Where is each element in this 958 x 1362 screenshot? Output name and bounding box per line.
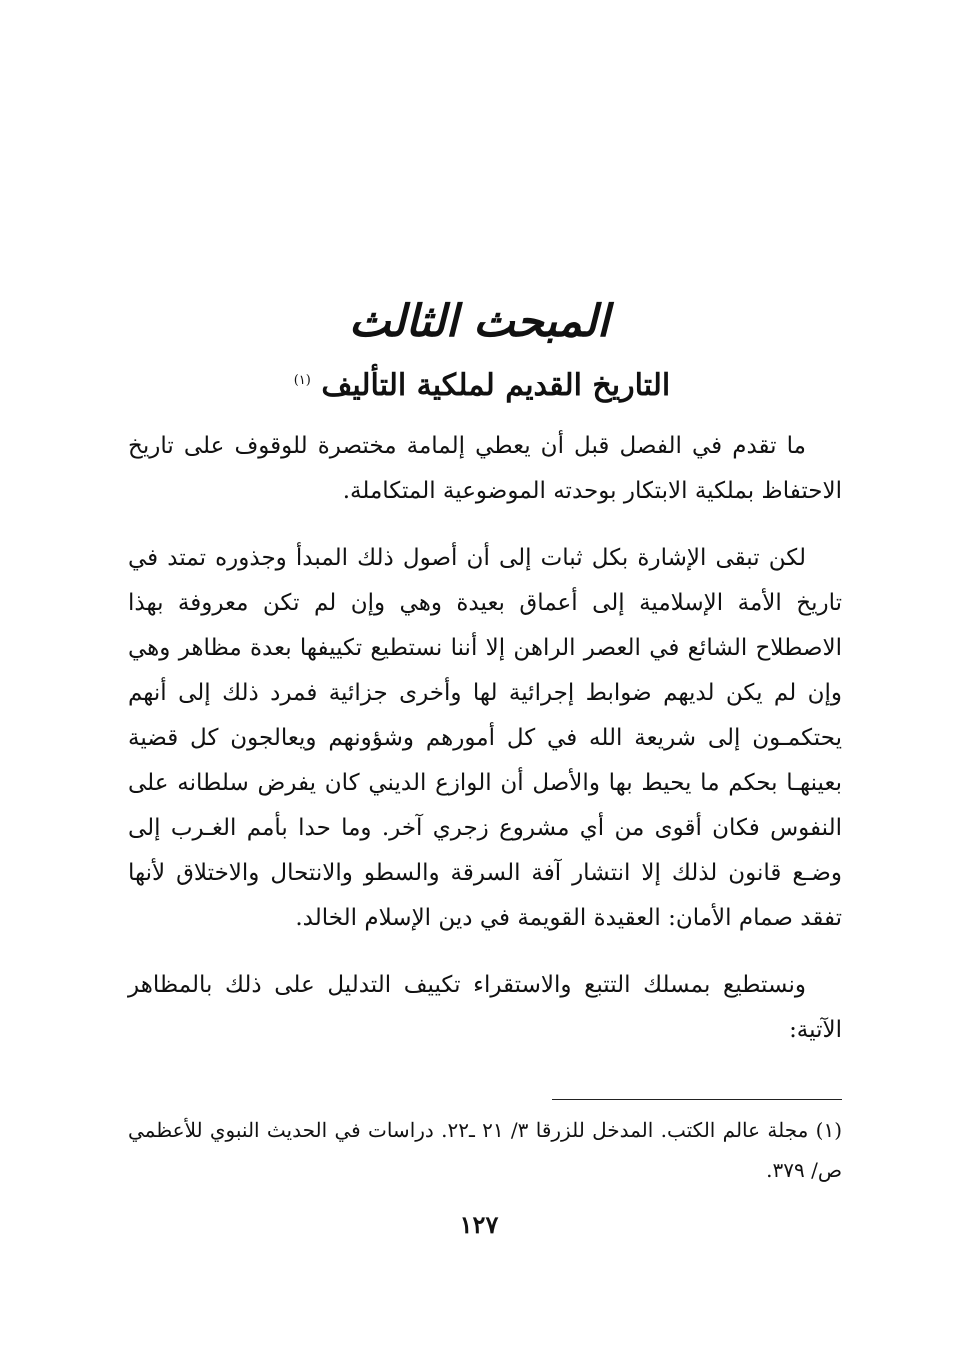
footnote: (١) مجلة عالم الكتب. المدخل للزرقا ٣/ ٢١ ـ٢٢. دراسات في الحديث النبوي للأعظمي ص/ ٣٧٩. [128, 1118, 843, 1182]
paragraph-1: ما تقدم في الفصل قبل أن يعطي إلمامة مختصرة للوقوف على تاريخ الاحتفاظ بملكية الابتكار بوحدته الموضوعية المتكاملة. [128, 433, 842, 504]
section-heading-text: المبحث الثالث [348, 296, 610, 347]
body-text [128, 424, 842, 1075]
footnote-divider [552, 1099, 842, 1100]
paragraph-2: لكن تبقى الإشارة بكل ثبات إلى أن أصول ذلك المبدأ وجذوره تمتد في تاريخ الأمة الإسلامية إلى أعماق بعيدة وهي وإن لم تكن معروفة بهذا الاصطلاح الشائع في العصر الراهن إلا أننا نستطيع تكييفها بعدة مظاهر وهي وإن لم يكن لديهم ضوابط إجرائية لها وأخرى جزائية فمرد ذلك إلى أنهم يحتكمـون إلى شريعة الله في كل أمورهم وشؤونهم ويعالجون كل قضية بعينهـا بحكم ما يحيط بها والأصل أن الوازع الديني كان يفرض سلطانه على النفوس فكان أقوى من أي مشروع زجري آخر. وما حدا بأمم الغـرب إلى وضـع قانون لذلك إلا انتشار آفة السرقة والسطو والانتحال والاختلاق لأنها تفقد صمام الأمان: العقيدة القويمة في دين الإسلام الخالد. [128, 545, 843, 931]
paragraph-3: ونستطيع بمسلك التتبع والاستقراء تكييف التدليل على ذلك بالمظاهر الآتية: [128, 972, 842, 1043]
section-heading [0, 292, 958, 352]
footnote-reference: (١) [293, 373, 311, 388]
chapter-title-text: التاريخ القديم لملكية التأليف [321, 368, 671, 403]
chapter-title [0, 358, 958, 409]
page-number: ١٢٧ [459, 1210, 499, 1239]
